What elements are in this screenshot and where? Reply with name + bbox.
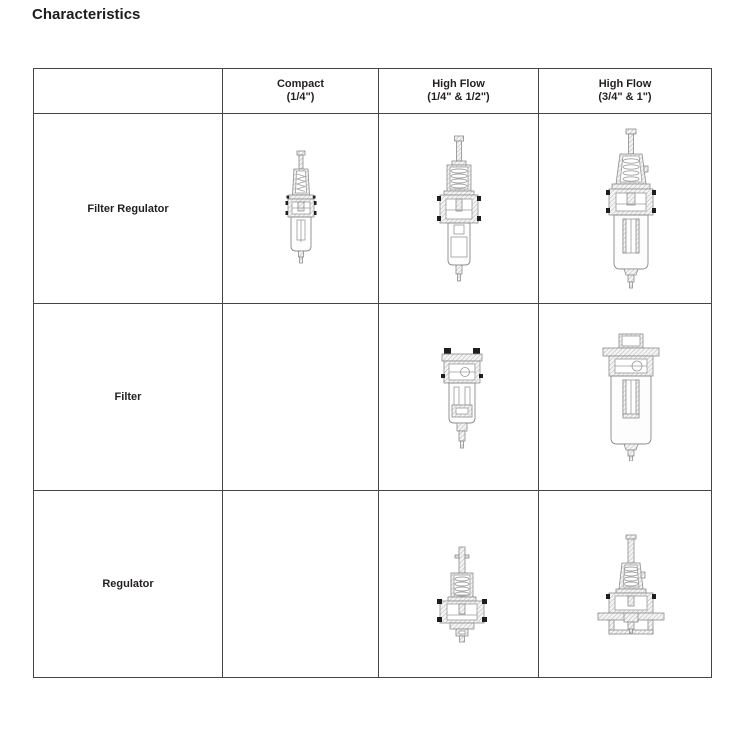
column-header-line2: (3/4" & 1") (598, 91, 652, 103)
column-header-line1: Compact (276, 77, 325, 90)
table-row-filter (34, 304, 712, 491)
column-header-high-flow-large (539, 69, 712, 114)
corner-spacer (34, 69, 223, 114)
row-label-filter: Filter (34, 304, 223, 491)
filter-regulator-high-flow-large-drawing (603, 128, 659, 290)
column-header-compact (223, 69, 379, 114)
cell-regulator-high-flow-small (379, 491, 539, 678)
cell-filter-compact-empty (223, 304, 379, 491)
table-row-regulator (34, 491, 712, 678)
column-header-high-flow-small (379, 69, 539, 114)
row-label-filter-regulator: Filter Regulator (34, 114, 223, 304)
cell-filter-regulator-compact (223, 114, 379, 304)
regulator-high-flow-large-drawing (597, 534, 665, 638)
cell-filter-high-flow-small (379, 304, 539, 491)
column-header-line2: (1/4") (286, 91, 315, 103)
column-header-line2: (1/4" & 1/2") (427, 91, 490, 103)
table-row-filter-regulator (34, 114, 712, 304)
cell-filter-regulator-high-flow-small (379, 114, 539, 304)
cell-filter-high-flow-large (539, 304, 712, 491)
column-header-line1: High Flow (432, 77, 485, 90)
filter-high-flow-large-drawing (601, 333, 661, 461)
filter-regulator-high-flow-small-drawing (433, 135, 485, 283)
filter-regulator-compact-drawing (283, 150, 319, 268)
column-header-line1: High Flow (598, 77, 652, 90)
cell-filter-regulator-high-flow-large (539, 114, 712, 304)
cell-regulator-compact-empty (223, 491, 379, 678)
row-label-regulator: Regulator (34, 491, 223, 678)
header-row (34, 69, 712, 114)
filter-high-flow-small-drawing (438, 347, 486, 451)
page-title: Characteristics (32, 6, 141, 23)
cell-regulator-high-flow-large (539, 491, 712, 678)
characteristics-table (33, 68, 712, 678)
regulator-high-flow-small-drawing (436, 546, 488, 644)
